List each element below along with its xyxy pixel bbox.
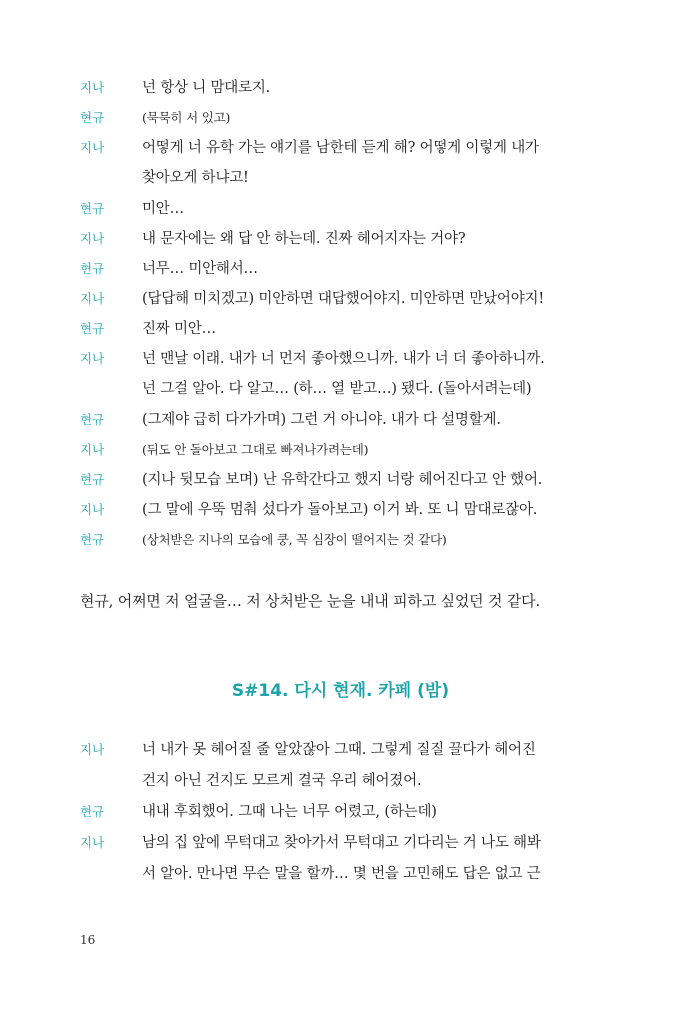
dialogue-text: 너 내가 못 헤어질 줄 알았잖아 그때. 그렇게 질질 끌다가 헤어진 (142, 742, 536, 758)
dialogue-line (0, 468, 681, 492)
dialogue-text: 넌 맨날 이래. 내가 너 먼저 좋아했으니까. 내가 너 더 좋아하니까. (142, 351, 545, 367)
dialogue-text: 미안… (142, 201, 184, 217)
dialogue-text: 남의 집 앞에 무턱대고 찾아가서 무턱대고 기다리는 거 나도 해봐 (142, 835, 541, 851)
stage-direction: (뒤도 안 돌아보고 그대로 빠져나가려는데) (142, 442, 369, 457)
dialogue-line (0, 136, 681, 160)
speaker-label: 현규 (80, 261, 105, 276)
stage-direction: (상처받은 지나의 모습에 쿵, 꼭 심장이 떨어지는 것 같다) (142, 532, 447, 547)
dialogue-text: 내내 후회했어. 그때 나는 너무 어렸고, (하는데) (142, 804, 437, 820)
dialogue-line (0, 831, 681, 855)
dialogue-text: (그 말에 우뚝 멈춰 섰다가 돌아보고) 이거 봐. 또 니 맘대로잖아. (142, 502, 538, 518)
dialogue-line (0, 106, 681, 130)
dialogue-line-continued (0, 769, 681, 793)
dialogue-text: 넌 항상 니 맘대로지. (142, 80, 271, 96)
speaker-label: 지나 (80, 442, 105, 457)
dialogue-line-continued (0, 166, 681, 190)
page-number: 16 (80, 933, 96, 947)
speaker-label: 현규 (80, 472, 105, 487)
speaker-label: 지나 (80, 140, 105, 155)
dialogue-line (0, 438, 681, 462)
dialogue-text: 내 문자에는 왜 답 안 하는데. 진짜 헤어지자는 거야? (142, 231, 466, 247)
dialogue-line (0, 498, 681, 522)
narration: 현규, 어쩌면 저 얼굴을… 저 상처받은 눈을 내내 피하고 싶었던 것 같다. (80, 592, 541, 610)
stage-direction: (묵묵히 서 있고) (142, 110, 231, 125)
speaker-label: 지나 (80, 742, 105, 757)
dialogue-line (0, 738, 681, 762)
speaker-label: 지나 (80, 351, 105, 366)
dialogue-line (0, 257, 681, 281)
dialogue-line (0, 528, 681, 552)
dialogue-text: 넌 그걸 알아. 다 알고… (하… 열 받고…) 됐다. (돌아서려는데) (142, 381, 532, 397)
speaker-label: 지나 (80, 231, 105, 246)
dialogue-line-continued (0, 377, 681, 401)
speaker-label: 현규 (80, 110, 105, 125)
dialogue-text: 찾아오게 하냐고! (142, 170, 249, 186)
dialogue-text: (그제야 급히 다가가며) 그런 거 아니야. 내가 다 설명할게. (142, 412, 501, 428)
dialogue-text: (답답해 미치겠고) 미안하면 대답했어야지. 미안하면 만났어야지! (142, 291, 544, 307)
speaker-label: 현규 (80, 532, 105, 547)
dialogue-line (0, 347, 681, 371)
dialogue-line (0, 227, 681, 251)
speaker-label: 지나 (80, 291, 105, 306)
dialogue-text: 어떻게 너 유학 가는 얘기를 남한테 듣게 해? 어떻게 이렇게 내가 (142, 140, 539, 156)
dialogue-text: 건지 아닌 건지도 모르게 결국 우리 헤어졌어. (142, 773, 422, 789)
dialogue-text: (지나 뒷모습 보며) 난 유학간다고 했지 너랑 헤어진다고 안 했어. (142, 472, 543, 488)
dialogue-line (0, 408, 681, 432)
speaker-label: 지나 (80, 502, 105, 517)
dialogue-line-continued (0, 862, 681, 886)
dialogue-line (0, 76, 681, 100)
speaker-label: 지나 (80, 80, 105, 95)
speaker-label: 현규 (80, 804, 105, 819)
speaker-label: 현규 (80, 321, 105, 336)
dialogue-text: 너무… 미안해서… (142, 261, 258, 277)
dialogue-text: 서 알아. 만나면 무슨 말을 할까… 몇 번을 고민해도 답은 없고 근 (142, 866, 541, 882)
dialogue-text: 진짜 미안… (142, 321, 216, 337)
dialogue-line (0, 287, 681, 311)
dialogue-line (0, 317, 681, 341)
scene-heading: S#14. 다시 현재. 카페 (밤) (231, 681, 450, 701)
dialogue-line (0, 197, 681, 221)
dialogue-line (0, 800, 681, 824)
speaker-label: 지나 (80, 835, 105, 850)
speaker-label: 현규 (80, 201, 105, 216)
speaker-label: 현규 (80, 412, 105, 427)
